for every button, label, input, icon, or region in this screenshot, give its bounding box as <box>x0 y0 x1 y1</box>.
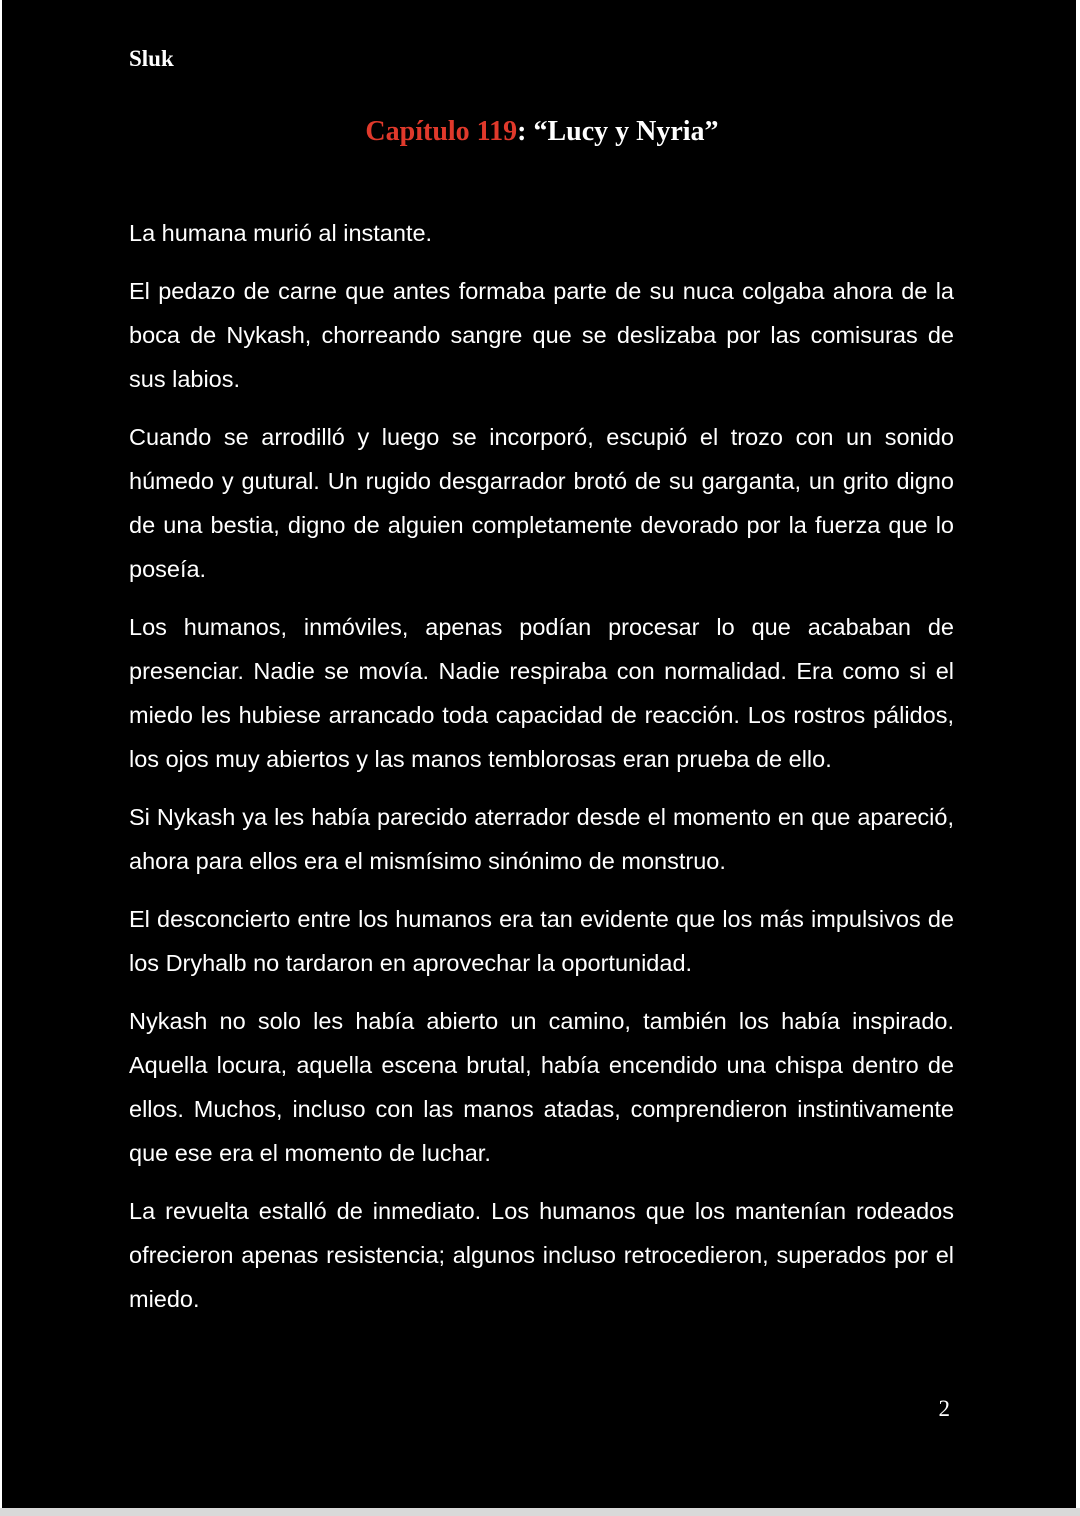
paragraph: El desconcierto entre los humanos era tan evidente que los más impulsivos de los Dryhalb no tardaron en aprovechar la oportunidad. <box>129 906 954 976</box>
paragraph: Cuando se arrodilló y luego se incorporó, escupió el trozo con un sonido húmedo y gutural. Un rugido desgarrador brotó de su garganta, un grito digno de una bestia, digno de alguien completamente devorado por la fuerza que lo poseía. <box>129 424 954 582</box>
paragraph: La humana murió al instante. <box>129 220 433 246</box>
chapter-number: Capítulo 119 <box>365 116 518 147</box>
chapter-separator: : <box>517 116 534 147</box>
chapter-body <box>129 211 954 1335</box>
paragraph: Los humanos, inmóviles, apenas podían procesar lo que acababan de presenciar. Nadie se movía. Nadie respiraba con normalidad. Era como si el miedo les hubiese arrancado toda capacidad de reacción. Los rostros pálidos, los ojos muy abiertos y las manos temblorosas eran prueba de ello. <box>129 614 954 772</box>
author-header: Sluk <box>129 46 174 71</box>
page-bottom-edge <box>0 1508 1080 1516</box>
paragraph: La revuelta estalló de inmediato. Los humanos que los mantenían rodeados ofrecieron apenas resistencia; algunos incluso retrocedieron, superados por el miedo. <box>129 1198 954 1312</box>
page-number: 2 <box>938 1396 950 1421</box>
paragraph: Nykash no solo les había abierto un camino, también los había inspirado. Aquella locura, aquella escena brutal, había encendido una chispa dentro de ellos. Muchos, incluso con las manos atadas, comprendieron instintivamente que ese era el momento de luchar. <box>129 1008 954 1166</box>
chapter-name: “Lucy y Nyria” <box>533 116 719 147</box>
paragraph: Si Nykash ya les había parecido aterrador desde el momento en que apareció, ahora para ellos era el mismísimo sinónimo de monstruo. <box>129 804 954 874</box>
document-page <box>2 0 1076 1508</box>
paragraph: El pedazo de carne que antes formaba parte de su nuca colgaba ahora de la boca de Nykash, chorreando sangre que se deslizaba por las comisuras de sus labios. <box>129 278 954 392</box>
chapter-title <box>2 114 1080 150</box>
